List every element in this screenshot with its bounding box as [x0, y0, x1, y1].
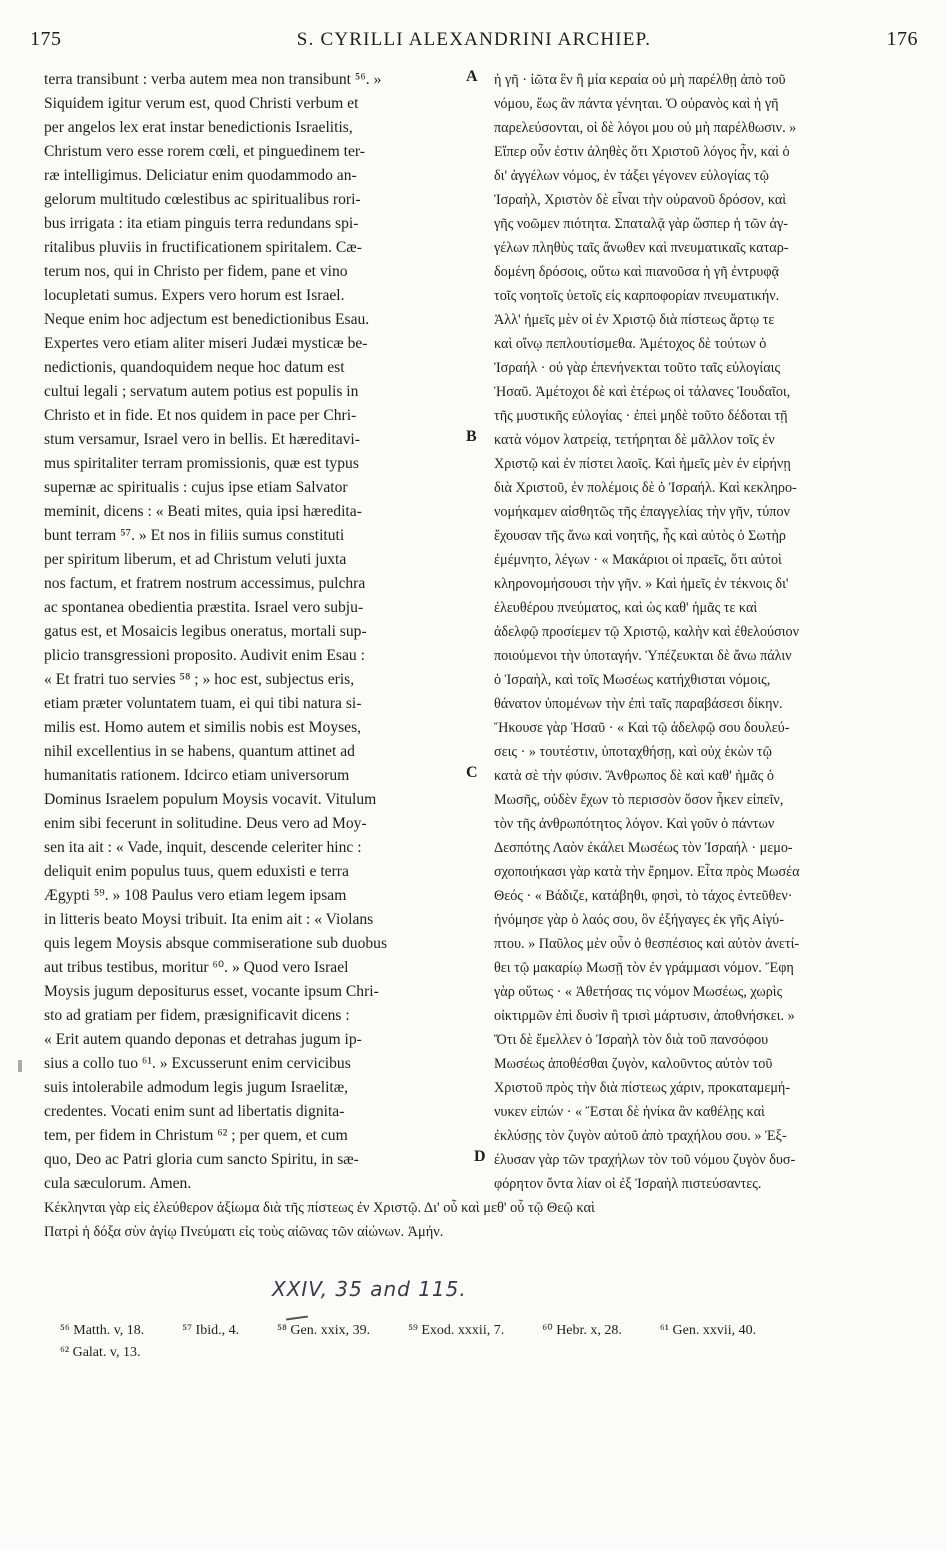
latin-text-line: stum versamur, Israel vero in bellis. Et hæreditavi-	[44, 431, 360, 448]
latin-text-line: quis legem Moysis absque commiseratione sub duobus	[44, 935, 388, 952]
latin-text-line: Dominus Israelem populum Moysis vocavit. Vitulum	[44, 791, 377, 808]
greek-text-line: ἠνόμησε γὰρ ὁ λαός σου, ὃν ἐξήγαγες ἐκ γῆς Αἰγύ-	[494, 912, 784, 928]
greek-text-line: ἐμέμνητο, λέγων · « Μακάριοι οἱ πραεῖς, ὅτι αὐτοὶ	[494, 552, 782, 568]
greek-text-line: παρελεύσονται, οἱ δὲ λόγοι μου οὐ μὴ παρέλθωσιν. »	[494, 120, 797, 136]
footnotes	[60, 1320, 920, 1364]
greek-text-line: θάνατον ὑπομένων τὴν ἐπὶ ταῖς παραβάσεσι δίκην.	[494, 696, 783, 712]
greek-text-line: γῆς νοῶμεν πιότητα. Σπαταλᾷ γὰρ ὥσπερ ἡ τῶν ἀγ-	[494, 216, 788, 232]
latin-text-line: nos factum, et fratrem nostrum accessimus, pulchra	[44, 575, 366, 592]
greek-text-line: Ἰσραήλ · οὐ γὰρ ἐπενήνεκται τοῦτο ταῖς εὐλογίαις	[494, 360, 781, 376]
latin-column	[44, 68, 464, 1196]
footnote: ⁶² Galat. v, 13.	[60, 1345, 141, 1360]
greek-text-line: Χριστοῦ πρὸς τὴν διὰ πίστεως χάριν, προκαταμεμή-	[494, 1080, 791, 1096]
greek-text-line: νομήκαμεν αἰσθητῶς τῆς ἐπαγγελίας τὴν γῆν, τύπον	[494, 504, 790, 520]
greek-text-line: νυκεν εἰπών · « Ἔσται δὲ ἡνίκα ἂν καθέλῃς καὶ	[494, 1104, 765, 1120]
footnote: ⁶¹ Gen. xxvii, 40.	[659, 1323, 757, 1338]
greek-text-line: γέλων πληθὺς ταῖς ἄνωθεν καὶ πνευματικαῖς καταρ-	[494, 240, 789, 256]
greek-text-line: κληρονομήσουσι τὴν γῆν. » Καὶ ἡμεῖς ἐν τέκνοις δι'	[494, 576, 789, 592]
latin-text-line: nihil excellentius in se habens, quantum attinet ad	[44, 743, 355, 760]
latin-text-line: terum nos, qui in Christo per fidem, pane et vino	[44, 263, 348, 280]
closing-greek-lines	[44, 1196, 916, 1244]
latin-text-line: Expertes vero etiam aliter miseri Judæi mysticæ be-	[44, 335, 368, 352]
latin-text-line: cultui legali ; servatum autem potius est populis in	[44, 383, 359, 400]
greek-text-line: δι' ἀγγέλων νόμος, ἐν τάξει γέγονεν εὐλογίας τῷ	[494, 168, 769, 184]
footnote: ⁵⁹ Exod. xxxii, 7.	[408, 1323, 505, 1338]
page-number-right: 176	[886, 28, 918, 50]
greek-text-line: κατὰ σὲ τὴν φύσιν. Ἄνθρωπος δὲ καὶ καθ' ἡμᾶς ὁ	[494, 768, 774, 784]
footnotes-row-1	[60, 1320, 920, 1342]
latin-text-line: sius a collo tuo ⁶¹. » Excusserunt enim cervicibus	[44, 1055, 351, 1072]
margin-speck	[18, 1060, 22, 1072]
greek-text-line: θει τῷ μακαρίῳ Μωσῇ τὸν ἐν γράμμασι νόμον. Ἔφη	[494, 960, 794, 976]
footnote: ⁵⁷ Ibid., 4.	[182, 1323, 240, 1338]
running-title: S. CYRILLI ALEXANDRINI ARCHIEP.	[296, 29, 652, 50]
latin-text-line: sen ita ait : « Vade, inquit, descende celeriter hinc :	[44, 839, 362, 856]
greek-text-line: Μωσέως ἀποθέσθαι ζυγὸν, καλοῦντος αὐτὸν τοῦ	[494, 1056, 773, 1072]
latin-text-line: milis est. Homo autem et similis nobis est Moyses,	[44, 719, 362, 736]
footnote: ⁵⁸ Gen. xxix, 39.	[277, 1323, 371, 1338]
latin-text-line: Siquidem igitur verum est, quod Christi verbum et	[44, 95, 359, 112]
greek-text-line: Ἡσαῦ. Ἀμέτοχοι δὲ καὶ ἑτέρως οἱ τάλανες Ἰουδαῖοι,	[494, 384, 791, 400]
latin-text-line: meminit, dicens : « Beati mites, quia ipsi hæredita-	[44, 503, 362, 520]
latin-text-line: Christum vero esse rorem cœli, et pinguedinem ter-	[44, 143, 366, 160]
greek-text-line: δομένη δρόσοις, οὕτω καὶ πιανοῦσα ἡ γῆ ἐντρυφᾷ	[494, 264, 779, 280]
greek-text-line: ἐκλύσῃς τὸν ζυγὸν αὐτοῦ ἀπὸ τραχήλου σου. » Ἐξ-	[494, 1128, 787, 1144]
latin-text-line: plicio transgressioni proposito. Audivit enim Esau :	[44, 647, 365, 664]
greek-text-line: τῆς μυστικῆς εὐλογίας · ἐπεὶ μηδὲ τοῦτο δέδοται τῇ	[494, 408, 788, 424]
margin-letter-b: B	[466, 428, 477, 445]
greek-text-line: γὰρ οὕτως · « Ἀθετήσας τις νόμον Μωσέως, χωρὶς	[494, 984, 783, 1000]
greek-text-line: σχοποιήκασι γὰρ κατὰ τὴν ἔρημον. Εἶτα πρὸς Μωσέα	[494, 864, 800, 880]
latin-text-line: in litteris beato Moysi tribuit. Ita enim ait : « Violans	[44, 911, 374, 928]
margin-letter-c: C	[466, 764, 478, 781]
latin-text-line: credentes. Vocati enim sunt ad libertatis dignita-	[44, 1103, 345, 1120]
margin-letter-a: A	[466, 68, 478, 85]
latin-text-line: enim sibi fecerunt in solitudine. Deus vero ad Moy-	[44, 815, 367, 832]
greek-text-line: Ἤκουσε γὰρ Ἡσαῦ · « Καὶ τῷ ἀδελφῷ σου δουλεύ-	[494, 720, 790, 736]
greek-text-line: Ὅτι δὲ ἔμελλεν ὁ Ἰσραὴλ τὸν διὰ τοῦ πανσόφου	[494, 1032, 769, 1048]
greek-text-line: ἐλευθέρου πνεύματος, καὶ ὡς καθ' ἡμᾶς τε καὶ	[494, 600, 758, 616]
latin-text-line: etiam præter voluntatem tuam, ei qui tibi natura si-	[44, 695, 362, 712]
greek-text-line: διὰ Χριστοῦ, ἐν πολέμοις δὲ ὁ Ἰσραήλ. Καὶ κεκληρο-	[494, 480, 797, 496]
greek-text-line: ποιούμενοι τὴν ὑποταγήν. Ὑπέζευκται δὲ ἄνω πάλιν	[494, 648, 792, 664]
greek-text-line: ἔχουσαν τῆς ἄνω καὶ νοητῆς, ἧς καὶ αὐτὸς ὁ Σωτὴρ	[494, 528, 786, 544]
greek-text-line: Ἰσραὴλ, Χριστὸν δὲ εἶναι τὴν οὐρανοῦ δρόσον, καὶ	[494, 192, 787, 208]
greek-text-line: καὶ οἴνῳ πεπλουτίσμεθα. Ἀμέτοχος δὲ τούτων ὁ	[494, 336, 767, 352]
latin-text-line: gatus est, et Mosaicis legibus oneratus, mortali sup-	[44, 623, 367, 640]
latin-text-line: humanitatis rationem. Idcirco etiam universorum	[44, 767, 350, 784]
greek-text-line: ὁ Ἰσραὴλ, καὶ τοῖς Μωσέως κατήχθισται νόμοις,	[494, 672, 771, 688]
latin-text-line: tem, per fidem in Christum ⁶² ; per quem, et cum	[44, 1127, 348, 1144]
latin-text-line: « Erit autem quando deponas et detrahas jugum ip-	[44, 1031, 362, 1048]
closing-text-line: Πατρὶ ἡ δόξα σὺν ἁγίῳ Πνεύματι εἰς τοὺς αἰῶνας τῶν αἰώνων. Ἀμήν.	[44, 1224, 444, 1240]
greek-text-line: Δεσπότης Λαὸν ἐκάλει Μωσέως τὸν Ἰσραήλ · μεμο-	[494, 840, 793, 856]
latin-text-line: ritalibus pluviis in fructificationem spiritalem. Cæ-	[44, 239, 362, 256]
greek-text-line: τὸν τῆς ἀνθρωπότητος λόγον. Καὶ γοῦν ὁ πάντων	[494, 816, 775, 832]
latin-text-line: per angelos lex erat instar benedictionis Israelitis,	[44, 119, 353, 136]
greek-text-line: σεις · » τουτέστιν, ὑποταχθήσῃ, καὶ οὐχ ἑκὼν τῷ	[494, 744, 772, 760]
page-number-left: 175	[30, 28, 62, 50]
greek-text-line: νόμου, ἕως ἂν πάντα γένηται. Ὁ οὐρανὸς καὶ ἡ γῆ	[494, 96, 779, 112]
greek-text-line: οἰκτιρμῶν ἐπὶ δυσὶν ἢ τρισὶ μάρτυσιν, ἀποθνήσκει. »	[494, 1008, 795, 1024]
latin-text-line: ac spontanea obedientia præstita. Israel vero subju-	[44, 599, 364, 616]
latin-text-line: quo, Deo ac Patri gloria cum sancto Spiritu, in sæ-	[44, 1151, 359, 1168]
footnote: ⁶⁰ Hebr. x, 28.	[542, 1323, 622, 1338]
latin-text-line: Neque enim hoc adjectum est benedictionibus Esau.	[44, 311, 370, 328]
latin-text-line: sto ad gratiam per fidem, præsignificavit dicens :	[44, 1007, 350, 1024]
latin-text-line: locupletati sumus. Expers vero horum est Israel.	[44, 287, 345, 304]
greek-text-line: φόρητον ὄντα λίαν οἱ ἐξ Ἰσραὴλ πιστεύσαντες.	[494, 1176, 762, 1192]
greek-text-line: Χριστῷ καὶ ἐν πίστει λαοῖς. Καὶ ἡμεῖς μὲν ἐν εἰρήνῃ	[494, 456, 791, 472]
greek-text-line: Εἴπερ οὖν ἐστιν ἀληθὲς ὅτι Χριστοῦ λόγος ἦν, καὶ ὁ	[494, 144, 790, 160]
greek-text-line: ἡ γῆ · ἰῶτα ἓν ἢ μία κεραία οὐ μὴ παρέλθῃ ἀπὸ τοῦ	[494, 72, 786, 88]
greek-text-line: ἀδελφῷ προσίεμεν τῷ Χριστῷ, καλὴν καὶ ἐθελούσιον	[494, 624, 800, 640]
latin-text-line: deliquit enim populus tuus, quem eduxisti e terra	[44, 863, 349, 880]
margin-letter-d: D	[474, 1148, 486, 1165]
greek-text-line: τοῖς νοητοῖς ὑετοῖς εἰς καρποφορίαν πνευματικήν.	[494, 288, 780, 304]
handwritten-note: XXIV, 35 and 115.	[272, 1277, 467, 1301]
latin-text-line: Ægypti ⁵⁹. » 108 Paulus vero etiam legem ipsam	[44, 887, 347, 904]
footnotes-row-2	[60, 1342, 920, 1364]
latin-text-line: nedictionis, quandoquidem neque hoc datum est	[44, 359, 345, 376]
greek-column	[494, 68, 912, 1196]
greek-text-line: έλυσαν γὰρ τῶν τραχήλων τὸν τοῦ νόμου ζυγὸν δυσ-	[494, 1152, 796, 1168]
latin-text-line: « Et fratri tuo servies ⁵⁸ ; » hoc est, subjectus eris,	[44, 671, 355, 688]
greek-text-line: κατὰ νόμον λατρείᾳ, τετήρηται δὲ μᾶλλον τοῖς ἐν	[494, 432, 775, 448]
latin-text-line: suis intolerabile admodum legis jugum Israelitæ,	[44, 1079, 349, 1096]
running-header	[30, 28, 918, 56]
closing-text-line: Κέκληνται γὰρ εἰς ἐλεύθερον ἀξίωμα διὰ τῆς πίστεως ἐν Χριστῷ. Δι' οὗ καὶ μεθ' οὗ τῷ Θεῷ καὶ	[44, 1200, 595, 1216]
latin-text-line: terra transibunt : verba autem mea non transibunt ⁵⁶. »	[44, 71, 382, 88]
greek-text-line: Θεός · « Βάδιζε, κατάβηθι, φησὶ, τὸ τάχος ἐντεῦθεν·	[494, 888, 793, 904]
latin-text-line: Christo et in fide. Et nos quidem in pace per Chri-	[44, 407, 357, 424]
latin-text-line: bunt terram ⁵⁷. » Et nos in filiis sumus constituti	[44, 527, 345, 544]
footnote: ⁵⁶ Matth. v, 18.	[60, 1323, 145, 1338]
greek-text-line: Ἀλλ' ἡμεῖς μὲν οἱ ἐν Χριστῷ διὰ πίστεως ἄρτῳ τε	[494, 312, 775, 328]
greek-text-line: πτου. » Παῦλος μὲν οὖν ὁ θεσπέσιος καὶ αὐτὸν ἀνετί-	[494, 936, 800, 952]
latin-text-line: Moysis jugum depositurus esset, vocante ipsum Chri-	[44, 983, 379, 1000]
greek-text-line: Μωσῆς, οὐδὲν ἔχων τὸ περισσὸν ὅσον ἧκεν εἰπεῖν,	[494, 792, 784, 808]
latin-text-line: per spiritum liberum, et ad Christum veluti juxta	[44, 551, 347, 568]
latin-text-line: bus irrigata : ita etiam pinguis terra redundans spi-	[44, 215, 359, 232]
latin-text-line: ræ intelligimus. Deliciatur enim quodammodo an-	[44, 167, 357, 184]
latin-text-line: aut tribus testibus, moritur ⁶⁰. » Quod vero Israel	[44, 959, 349, 976]
latin-text-line: gelorum multitudo cœlestibus ac spiritualibus rori-	[44, 191, 361, 208]
latin-text-line: supernæ ac spiritualis : cujus ipse etiam Salvator	[44, 479, 348, 496]
latin-text-line: mus spiritaliter terram promissionis, quæ est typus	[44, 455, 359, 472]
latin-text-line: cula sæculorum. Amen.	[44, 1175, 192, 1192]
